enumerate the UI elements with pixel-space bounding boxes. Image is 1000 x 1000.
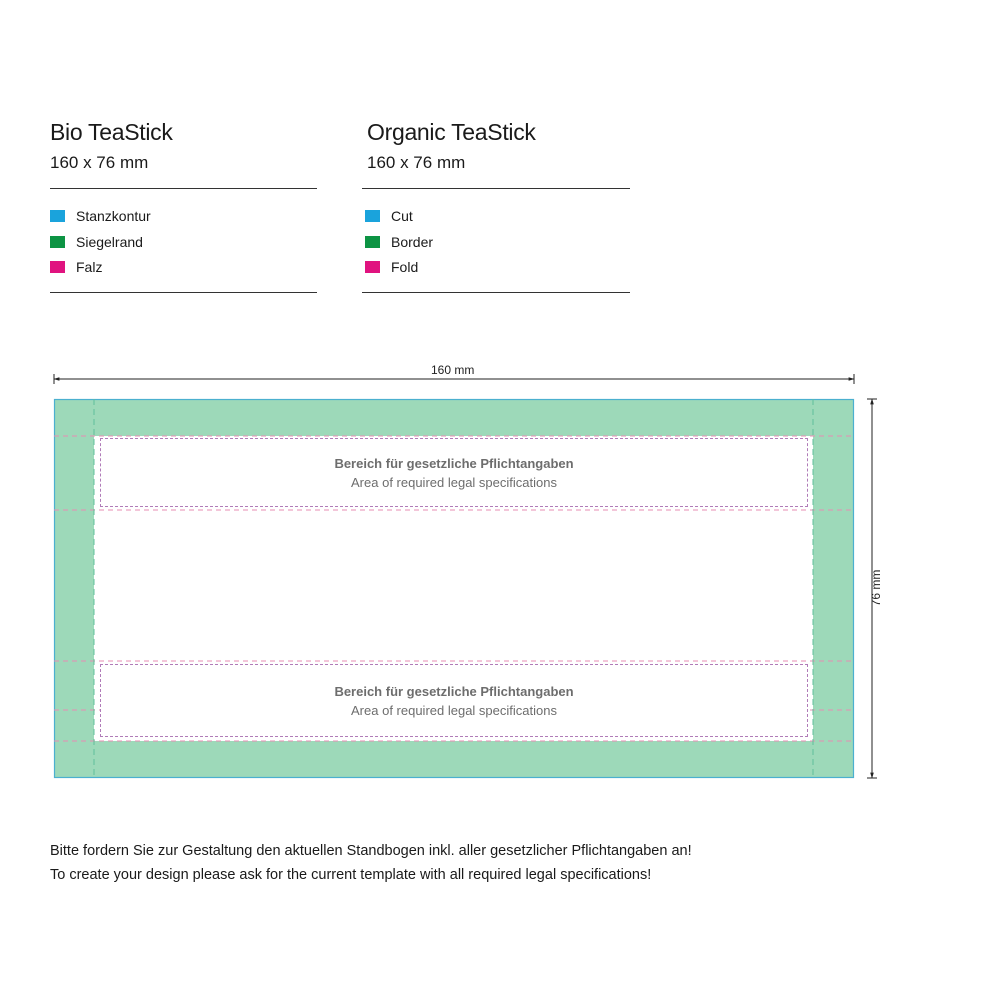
height-dimension-label: 76 mm <box>869 569 883 607</box>
legal-area-top <box>100 438 808 507</box>
legend-label: Fold <box>391 259 419 275</box>
legal-area-bottom <box>100 664 808 737</box>
legend-label: Border <box>391 234 434 250</box>
legend-label: Cut <box>391 208 413 224</box>
width-dimension-label: 160 mm <box>431 363 475 377</box>
product-size-en: 160 x 76 mm <box>367 153 466 172</box>
legend-label: Stanzkontur <box>76 208 151 224</box>
legal-area-subtitle: Area of required legal specifications <box>351 474 557 490</box>
legend-label: Siegelrand <box>76 234 143 250</box>
product-size-de: 160 x 76 mm <box>50 153 149 172</box>
product-title-de: Bio TeaStick <box>50 119 173 145</box>
note-english: To create your design please ask for the current template with all required legal specifications! <box>50 867 652 883</box>
legal-area-title: Bereich für gesetzliche Pflichtangaben <box>334 683 574 699</box>
legal-area-subtitle: Area of required legal specifications <box>351 702 557 718</box>
legal-area-title: Bereich für gesetzliche Pflichtangaben <box>334 455 574 471</box>
note-german: Bitte fordern Sie zur Gestaltung den aktuellen Standbogen inkl. aller gesetzlicher Pflichtangaben an! <box>50 843 692 859</box>
footer-notes <box>50 839 692 887</box>
product-title-en: Organic TeaStick <box>367 119 536 145</box>
legend-label: Falz <box>76 259 103 275</box>
